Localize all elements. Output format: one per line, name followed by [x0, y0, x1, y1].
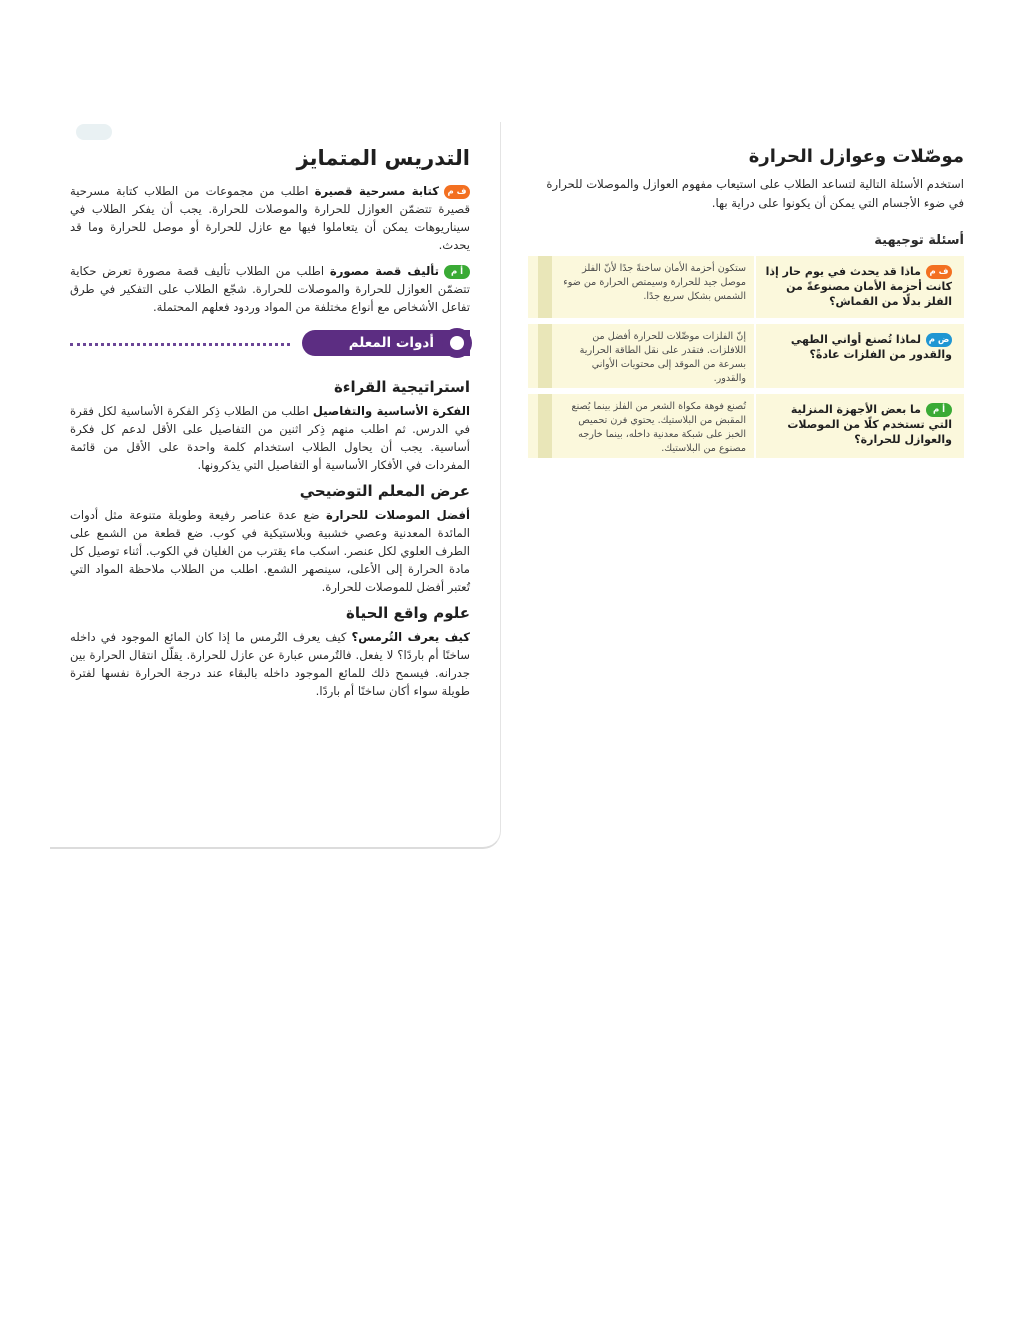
- question-text: ماذا قد يحدث في يوم حار إذا كانت أحزمة الأمان مصنوعةً من الفلز بدلًا من القماش؟: [765, 265, 952, 308]
- differentiated-teaching-column: [70, 140, 470, 708]
- real-world-science-text: كيف يعرف التُرمس ما إذا كان المائع الموجود في داخله ساخنًا أم باردًا؟ لا يفعل. فالتُرمس عبارة عن عازل للحرارة. يقلّل انتقال الحرارة بين جدرانه. فيسمح ذلك للمائع الموجود داخله بالبقاء عند درجة الحرارة نفسها لفترة طويلة سواء أكان ساخنًا أم باردًا.: [70, 630, 470, 698]
- teacher-tools-label: أدوات المعلم: [348, 335, 434, 351]
- intro-paragraph: استخدم الأسئلة التالية لتساعد الطلاب على استيعاب مفهوم العوازل والموصلات للحرارة في ضوء الأجسام التي يمكن أن يكونوا على دراية بها.: [546, 177, 964, 210]
- row-edge: [538, 394, 552, 458]
- row-edge: [538, 324, 552, 388]
- level-badge-basic: أ م: [444, 265, 470, 279]
- guiding-questions-title: أسئلة توجيهية: [874, 233, 964, 248]
- conductors-insulators-title: موصّلات وعوازل الحرارة: [748, 146, 964, 167]
- teacher-demo-text: ضع عدة عناصر رفيعة وطويلة متنوعة مثل أدوات المائدة المعدنية وعصي خشبية وبلاستيكية في كوب. ضع قطعة من الشمع على الطرف العلوي لكل عنصر. اسكب ماء يقترب من الغليان في الكوب. أثناء توصيل كل مادة الحرارة إلى الأعلى، سينصهر الشمع. اطلب من الطلاب ملاحظة المواد التي تُعتبر أفضل للموصلات للحرارة.: [70, 508, 470, 594]
- level-badge-intermediate: ض م: [926, 333, 952, 347]
- short-play-text: اطلب من مجموعات من الطلاب كتابة مسرحية قصيرة تتضمّن العوازل للحرارة والموصلات للحرارة. يجب أن يفكر الطلاب في سيناريوهات يمكن أن يتعاملوا فيها مع عازل للحرارة أو موصل للحرارة وما قد يحدث.: [70, 184, 470, 252]
- teacher-demo-title: عرض المعلم التوضيحي: [299, 482, 470, 500]
- row-edge: [538, 256, 552, 318]
- comic-story-text: اطلب من الطلاب تأليف قصة مصورة تعرض حكاية تتضمّن العوازل للحرارة والموصلات للحرارة. شجّع الطلاب على التفكير في طرق تفاعل الأشخاص مع أنواع مختلفة من المواد وردود فعلهم المحتملة.: [70, 264, 470, 314]
- conductors-insulators-column: [528, 140, 964, 464]
- teacher-demo-paragraph: [70, 506, 470, 596]
- short-play-paragraph: [70, 182, 470, 254]
- dotted-divider: [70, 343, 290, 346]
- reading-strategy-title: استراتيجية القراءة: [333, 378, 470, 396]
- question-cell: [754, 324, 964, 388]
- real-world-science-title: علوم واقع الحياة: [346, 604, 470, 622]
- reading-strategy-text: اطلب من الطلاب ذِكر الفكرة الأساسية لكل فقرة في الدرس. ثم اطلب منهم ذِكر اثنين من التفاصيل على الأقل لدعم كل فكرة أساسية. يجب أن يحاول الطلاب استخدام كلمة واحدة على الأقل من قائمة المفردات في الأفكار الأساسية أو التفاصيل التي يذكرونها.: [70, 404, 470, 472]
- question-cell: [754, 256, 964, 318]
- teacher-demo-lead: أفضل الموصلات للحرارة: [325, 508, 470, 522]
- answer-cell: إنّ الفلزات موصِّلات للحرارة أفضل من اللافلزات. فتقدر على نقل الطاقة الحرارية بسرعة من الموقد إلى محتويات الأواني والقدور.: [579, 331, 746, 384]
- real-world-science-paragraph: [70, 628, 470, 700]
- teacher-tools-banner-row: [70, 330, 470, 358]
- comic-story-paragraph: [70, 262, 470, 316]
- reading-strategy-lead: الفكرة الأساسية والتفاصيل: [312, 404, 470, 418]
- level-badge-advanced: ف م: [444, 185, 470, 199]
- level-badge-basic: أ م: [926, 403, 952, 417]
- real-world-science-lead: كيف يعرف التُرمس؟: [351, 630, 471, 644]
- question-row: [528, 256, 964, 318]
- level-badge-advanced: ف م: [926, 265, 952, 279]
- question-row: [528, 394, 964, 458]
- answer-cell: ستكون أحزمة الأمان ساخنةً جدًا لأنّ الفلز موصل جيد للحرارة وسيمتص الحرارة من ضوء الشمس بشكل سريع جدًا.: [563, 263, 746, 302]
- question-text: ما بعض الأجهزة المنزلية التي تستخدم كلًا من الموصلات والعوازل للحرارة؟: [787, 403, 952, 446]
- corner-decoration: [76, 124, 112, 140]
- comic-story-lead: تأليف قصة مصورة: [329, 264, 440, 278]
- question-row: [528, 324, 964, 388]
- tools-circle-icon: [442, 328, 472, 358]
- differentiated-teaching-title: التدريس المتمايز: [296, 146, 470, 170]
- question-cell: [754, 394, 964, 458]
- short-play-lead: كتابة مسرحية قصيرة: [314, 184, 439, 198]
- question-text: لماذا تُصنع أواني الطهي والقدور من الفلزات عادةً؟: [790, 333, 952, 361]
- answer-cell: تُصنع فوهة مكواة الشعر من الفلز بينما يُصنع المقبض من البلاستيك. يحتوي فرن تحميص الخبز على شبكة معدنية داخله، بينما خارجه مصنوع من البلاستيك.: [571, 401, 746, 454]
- reading-strategy-paragraph: [70, 402, 470, 474]
